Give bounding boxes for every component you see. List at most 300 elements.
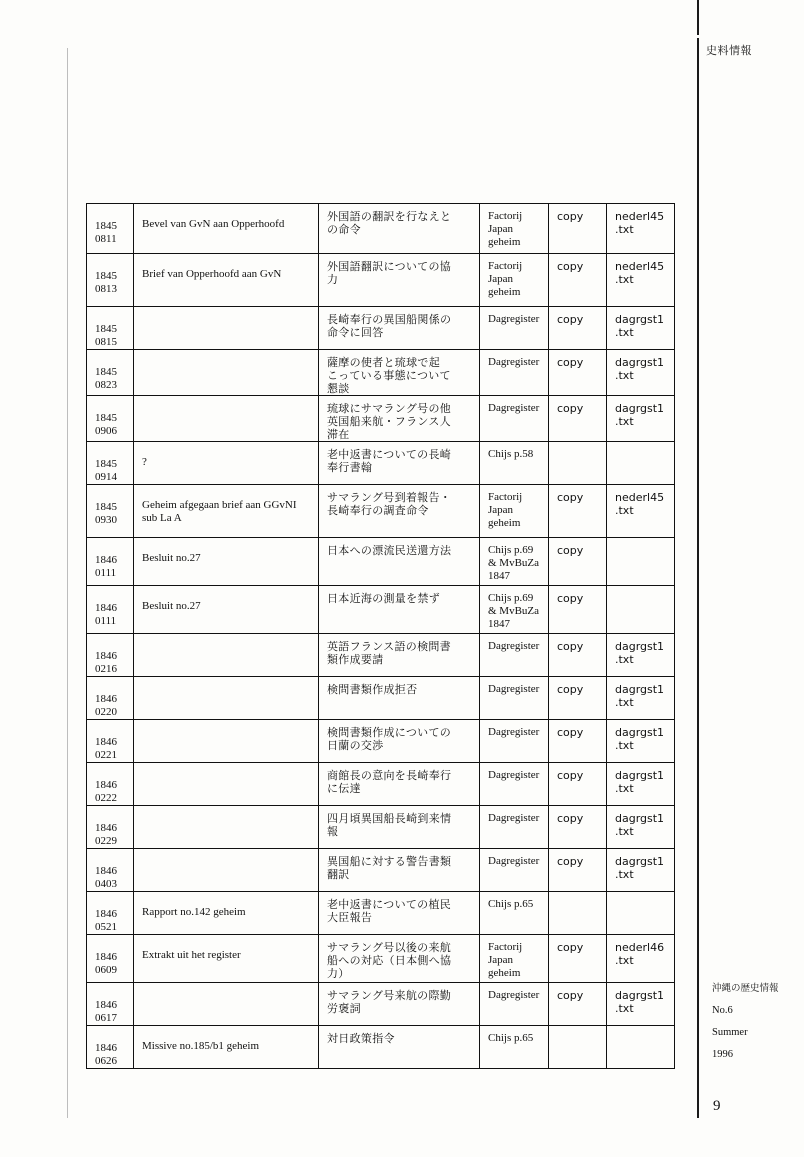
date-year: 1846 bbox=[95, 779, 117, 791]
source-cell bbox=[480, 538, 549, 586]
table-row bbox=[87, 538, 675, 586]
file-name-cell-line: dagrgst1 bbox=[615, 989, 665, 1002]
file-name-cell bbox=[607, 254, 675, 307]
date-cell bbox=[87, 586, 134, 634]
source-cell-line: Dagregister bbox=[488, 855, 540, 867]
copy-type-cell bbox=[549, 442, 607, 485]
source-cell bbox=[480, 763, 549, 806]
page-number: 9 bbox=[713, 1098, 721, 1114]
journal-issue: No.6 bbox=[712, 1005, 733, 1016]
file-name-cell bbox=[607, 892, 675, 935]
source-cell-line: Dagregister bbox=[488, 683, 540, 695]
summary-cell bbox=[319, 720, 480, 763]
date-cell bbox=[87, 396, 134, 442]
summary-cell-line: こっている事態について bbox=[327, 369, 451, 382]
summary-cell-line: 日本近海の測量を禁ず bbox=[327, 592, 440, 605]
source-cell bbox=[480, 586, 549, 634]
file-name-cell-line: .txt bbox=[615, 868, 634, 881]
summary-cell-line: 滞在 bbox=[327, 428, 350, 441]
copy-type-label: copy bbox=[557, 356, 584, 369]
file-name-cell bbox=[607, 307, 675, 350]
right-margin-rule-top bbox=[697, 0, 699, 35]
summary-cell-line: に伝達 bbox=[327, 782, 361, 795]
file-name-cell-line: .txt bbox=[615, 782, 634, 795]
date-cell bbox=[87, 763, 134, 806]
file-name-cell bbox=[607, 849, 675, 892]
file-name-cell-line: dagrgst1 bbox=[615, 855, 665, 868]
table-row bbox=[87, 634, 675, 677]
source-cell-line: Chijs p.65 bbox=[488, 898, 534, 910]
table-row bbox=[87, 396, 675, 442]
file-name-cell-line: nederl45 bbox=[615, 260, 665, 273]
document-title-cell bbox=[134, 677, 319, 720]
copy-type-cell bbox=[549, 538, 607, 586]
right-margin-rule bbox=[697, 38, 699, 1118]
journal-season: Summer bbox=[712, 1027, 748, 1038]
records-table bbox=[86, 203, 675, 1069]
date-cell bbox=[87, 538, 134, 586]
date-month-day: 0220 bbox=[95, 706, 117, 718]
document-title-cell-line: Missive no.185/b1 geheim bbox=[142, 1040, 260, 1052]
file-name-cell-line: .txt bbox=[615, 825, 634, 838]
source-cell-line: Chijs p.69 bbox=[488, 544, 534, 556]
copy-type-cell bbox=[549, 634, 607, 677]
summary-cell-line: 異国船に対する警告書類 bbox=[327, 855, 452, 868]
date-year: 1846 bbox=[95, 822, 117, 834]
file-name-cell bbox=[607, 1026, 675, 1069]
date-year: 1846 bbox=[95, 736, 117, 748]
summary-cell-line: 類作成要請 bbox=[327, 653, 384, 666]
summary-cell bbox=[319, 763, 480, 806]
table-row bbox=[87, 720, 675, 763]
date-year: 1846 bbox=[95, 951, 117, 963]
file-name-cell-line: .txt bbox=[615, 273, 634, 286]
summary-cell bbox=[319, 396, 480, 442]
summary-cell-line: サマラング号到着報告・ bbox=[327, 491, 452, 504]
source-cell bbox=[480, 204, 549, 254]
document-title-cell bbox=[134, 892, 319, 935]
summary-cell bbox=[319, 307, 480, 350]
file-name-cell-line: dagrgst1 bbox=[615, 683, 665, 696]
source-cell bbox=[480, 720, 549, 763]
summary-cell-line: 力） bbox=[327, 967, 350, 980]
date-cell bbox=[87, 307, 134, 350]
journal-title: 沖縄の歴史情報 bbox=[712, 983, 779, 994]
file-name-cell bbox=[607, 634, 675, 677]
table-row bbox=[87, 1026, 675, 1069]
date-month-day: 0626 bbox=[95, 1055, 117, 1067]
date-cell bbox=[87, 1026, 134, 1069]
source-cell-line: Factorij bbox=[488, 491, 523, 503]
file-name-cell bbox=[607, 677, 675, 720]
source-cell bbox=[480, 307, 549, 350]
journal-info bbox=[712, 978, 779, 1066]
source-cell-line: 1847 bbox=[488, 618, 510, 630]
copy-type-label: copy bbox=[557, 402, 584, 415]
document-title-cell bbox=[134, 983, 319, 1026]
source-cell bbox=[480, 983, 549, 1026]
file-name-cell bbox=[607, 538, 675, 586]
date-month-day: 0403 bbox=[95, 878, 117, 890]
date-cell bbox=[87, 350, 134, 396]
summary-cell-line: サマラング号以後の来航 bbox=[327, 941, 452, 954]
document-title-cell bbox=[134, 307, 319, 350]
table-row bbox=[87, 485, 675, 538]
file-name-cell bbox=[607, 935, 675, 983]
date-year: 1845 bbox=[95, 220, 117, 232]
document-title-cell bbox=[134, 442, 319, 485]
source-cell bbox=[480, 892, 549, 935]
document-title-cell bbox=[134, 350, 319, 396]
copy-type-label: copy bbox=[557, 726, 584, 739]
document-title-cell bbox=[134, 720, 319, 763]
copy-type-cell bbox=[549, 763, 607, 806]
source-cell-line: Dagregister bbox=[488, 989, 540, 1001]
summary-cell bbox=[319, 485, 480, 538]
document-title-cell-line: Rapport no.142 geheim bbox=[142, 906, 246, 918]
summary-cell-line: 命令に回答 bbox=[327, 326, 384, 339]
copy-type-cell bbox=[549, 720, 607, 763]
copy-type-label: copy bbox=[557, 812, 584, 825]
file-name-cell bbox=[607, 806, 675, 849]
date-year: 1846 bbox=[95, 999, 117, 1011]
summary-cell bbox=[319, 586, 480, 634]
document-title-cell-line: ? bbox=[142, 456, 147, 468]
date-month-day: 0609 bbox=[95, 964, 117, 976]
document-title-cell-line: Besluit no.27 bbox=[142, 600, 201, 612]
document-title-cell-line: sub La A bbox=[142, 512, 182, 524]
date-year: 1846 bbox=[95, 650, 117, 662]
summary-cell bbox=[319, 849, 480, 892]
date-year: 1846 bbox=[95, 554, 117, 566]
source-cell-line: Dagregister bbox=[488, 402, 540, 414]
summary-cell-line: 日蘭の交渉 bbox=[327, 739, 384, 752]
file-name-cell-line: .txt bbox=[615, 653, 634, 666]
table-row bbox=[87, 307, 675, 350]
copy-type-label: copy bbox=[557, 941, 584, 954]
file-name-cell-line: .txt bbox=[615, 1002, 634, 1015]
summary-cell-line: 船への対応（日本側へ協 bbox=[327, 954, 452, 967]
date-month-day: 0216 bbox=[95, 663, 117, 675]
file-name-cell bbox=[607, 485, 675, 538]
source-cell bbox=[480, 634, 549, 677]
document-title-cell bbox=[134, 586, 319, 634]
date-month-day: 0617 bbox=[95, 1012, 117, 1024]
summary-cell bbox=[319, 806, 480, 849]
summary-cell-line: 長崎奉行の異国船関係の bbox=[327, 313, 452, 326]
file-name-cell bbox=[607, 983, 675, 1026]
document-title-cell bbox=[134, 396, 319, 442]
file-name-cell bbox=[607, 442, 675, 485]
table-row bbox=[87, 935, 675, 983]
source-cell-line: Japan bbox=[488, 273, 514, 285]
summary-cell-line: の命令 bbox=[327, 223, 361, 236]
summary-cell bbox=[319, 983, 480, 1026]
copy-type-cell bbox=[549, 396, 607, 442]
file-name-cell bbox=[607, 586, 675, 634]
source-cell bbox=[480, 935, 549, 983]
table-row bbox=[87, 763, 675, 806]
source-cell-line: Factorij bbox=[488, 260, 523, 272]
copy-type-cell bbox=[549, 935, 607, 983]
copy-type-cell bbox=[549, 586, 607, 634]
summary-cell-line: 商館長の意向を長崎奉行 bbox=[327, 769, 452, 782]
source-cell-line: geheim bbox=[488, 236, 521, 248]
summary-cell-line: 外国語翻訳についての協 bbox=[327, 260, 452, 273]
summary-cell-line: 翻訳 bbox=[327, 868, 350, 881]
date-month-day: 0229 bbox=[95, 835, 117, 847]
table-row bbox=[87, 254, 675, 307]
date-year: 1846 bbox=[95, 865, 117, 877]
summary-cell-line: サマラング号来航の際勤 bbox=[327, 989, 452, 1002]
copy-type-label: copy bbox=[557, 491, 584, 504]
date-year: 1845 bbox=[95, 501, 117, 513]
file-name-cell bbox=[607, 350, 675, 396]
date-year: 1846 bbox=[95, 602, 117, 614]
date-cell bbox=[87, 892, 134, 935]
summary-cell bbox=[319, 935, 480, 983]
document-title-cell-line: Geheim afgegaan brief aan GGvNI bbox=[142, 499, 297, 511]
date-year: 1845 bbox=[95, 366, 117, 378]
file-name-cell-line: dagrgst1 bbox=[615, 356, 665, 369]
file-name-cell-line: .txt bbox=[615, 369, 634, 382]
file-name-cell bbox=[607, 396, 675, 442]
source-cell bbox=[480, 442, 549, 485]
date-month-day: 0222 bbox=[95, 792, 117, 804]
file-name-cell-line: .txt bbox=[615, 415, 634, 428]
date-month-day: 0815 bbox=[95, 336, 117, 348]
copy-type-cell bbox=[549, 1026, 607, 1069]
date-cell bbox=[87, 849, 134, 892]
file-name-cell-line: dagrgst1 bbox=[615, 640, 665, 653]
summary-cell bbox=[319, 634, 480, 677]
table-row bbox=[87, 892, 675, 935]
date-month-day: 0111 bbox=[95, 615, 117, 627]
summary-cell-line: 大臣報告 bbox=[327, 911, 373, 924]
source-cell-line: Chijs p.69 bbox=[488, 592, 534, 604]
document-title-cell bbox=[134, 935, 319, 983]
file-name-cell-line: .txt bbox=[615, 954, 634, 967]
document-title-cell bbox=[134, 538, 319, 586]
date-cell bbox=[87, 677, 134, 720]
file-name-cell-line: .txt bbox=[615, 739, 634, 752]
file-name-cell bbox=[607, 720, 675, 763]
date-cell bbox=[87, 634, 134, 677]
summary-cell-line: 老中返書についての植民 bbox=[327, 898, 452, 911]
file-name-cell-line: dagrgst1 bbox=[615, 812, 665, 825]
date-year: 1845 bbox=[95, 270, 117, 282]
table-row bbox=[87, 204, 675, 254]
summary-cell bbox=[319, 350, 480, 396]
document-title-cell bbox=[134, 806, 319, 849]
date-month-day: 0221 bbox=[95, 749, 117, 761]
summary-cell bbox=[319, 442, 480, 485]
file-name-cell-line: dagrgst1 bbox=[615, 726, 665, 739]
date-cell bbox=[87, 983, 134, 1026]
summary-cell-line: 懇談 bbox=[327, 382, 350, 395]
date-month-day: 0111 bbox=[95, 567, 117, 579]
summary-cell-line: 力 bbox=[327, 273, 339, 286]
date-cell bbox=[87, 806, 134, 849]
document-title-cell bbox=[134, 254, 319, 307]
summary-cell bbox=[319, 204, 480, 254]
copy-type-label: copy bbox=[557, 544, 584, 557]
source-cell bbox=[480, 350, 549, 396]
source-cell-line: Japan bbox=[488, 504, 514, 516]
copy-type-cell bbox=[549, 204, 607, 254]
source-cell bbox=[480, 254, 549, 307]
date-month-day: 0811 bbox=[95, 233, 117, 245]
date-cell bbox=[87, 720, 134, 763]
document-title-cell bbox=[134, 204, 319, 254]
copy-type-cell bbox=[549, 254, 607, 307]
source-cell-line: Japan bbox=[488, 223, 514, 235]
file-name-cell-line: nederl45 bbox=[615, 491, 665, 504]
source-cell-line: Dagregister bbox=[488, 769, 540, 781]
file-name-cell bbox=[607, 763, 675, 806]
document-title-cell bbox=[134, 1026, 319, 1069]
document-title-cell bbox=[134, 634, 319, 677]
table-row bbox=[87, 586, 675, 634]
file-name-cell-line: .txt bbox=[615, 696, 634, 709]
table-row bbox=[87, 983, 675, 1026]
source-cell bbox=[480, 677, 549, 720]
source-cell bbox=[480, 806, 549, 849]
date-year: 1845 bbox=[95, 458, 117, 470]
document-title-cell-line: Extrakt uit het register bbox=[142, 949, 241, 961]
document-title-cell bbox=[134, 485, 319, 538]
summary-cell-line: 英国船来航・フランス人 bbox=[327, 415, 451, 428]
section-label: 史料情報 bbox=[706, 44, 752, 57]
copy-type-cell bbox=[549, 892, 607, 935]
date-month-day: 0521 bbox=[95, 921, 117, 933]
copy-type-cell bbox=[549, 677, 607, 720]
source-cell-line: geheim bbox=[488, 286, 521, 298]
source-cell-line: Factorij bbox=[488, 210, 523, 222]
summary-cell-line: 労褒詞 bbox=[327, 1002, 361, 1015]
records-table-body bbox=[87, 204, 675, 1069]
date-cell bbox=[87, 485, 134, 538]
source-cell-line: Chijs p.65 bbox=[488, 1032, 534, 1044]
source-cell-line: Dagregister bbox=[488, 726, 540, 738]
table-row bbox=[87, 677, 675, 720]
table-row bbox=[87, 806, 675, 849]
file-name-cell bbox=[607, 204, 675, 254]
table-row bbox=[87, 442, 675, 485]
summary-cell-line: 薩摩の使者と琉球で起 bbox=[327, 356, 440, 369]
summary-cell bbox=[319, 892, 480, 935]
date-year: 1845 bbox=[95, 412, 117, 424]
document-title-cell-line: Bevel van GvN aan Opperhoofd bbox=[142, 218, 285, 230]
date-month-day: 0823 bbox=[95, 379, 117, 391]
copy-type-label: copy bbox=[557, 640, 584, 653]
date-cell bbox=[87, 935, 134, 983]
copy-type-label: copy bbox=[557, 260, 584, 273]
source-cell-line: geheim bbox=[488, 967, 521, 979]
summary-cell-line: 対日政策指令 bbox=[327, 1032, 395, 1045]
document-title-cell bbox=[134, 763, 319, 806]
copy-type-cell bbox=[549, 485, 607, 538]
summary-cell bbox=[319, 677, 480, 720]
source-cell-line: Dagregister bbox=[488, 812, 540, 824]
summary-cell-line: 琉球にサマラング号の他 bbox=[327, 402, 452, 415]
source-cell bbox=[480, 485, 549, 538]
source-cell-line: Japan bbox=[488, 954, 514, 966]
summary-cell bbox=[319, 1026, 480, 1069]
copy-type-label: copy bbox=[557, 210, 584, 223]
copy-type-cell bbox=[549, 806, 607, 849]
summary-cell-line: 奉行書翰 bbox=[327, 461, 373, 474]
summary-cell-line: 検問書類作成拒否 bbox=[327, 683, 418, 696]
summary-cell bbox=[319, 538, 480, 586]
summary-cell-line: 四月頃異国船長崎到来情 bbox=[327, 812, 452, 825]
summary-cell-line: 長崎奉行の調査命令 bbox=[327, 504, 429, 517]
summary-cell-line: 日本への漂流民送還方法 bbox=[327, 544, 452, 557]
source-cell-line: & MvBuZa bbox=[488, 557, 540, 569]
file-name-cell-line: nederl46 bbox=[615, 941, 665, 954]
source-cell bbox=[480, 396, 549, 442]
source-cell bbox=[480, 1026, 549, 1069]
file-name-cell-line: .txt bbox=[615, 223, 634, 236]
date-month-day: 0813 bbox=[95, 283, 117, 295]
source-cell-line: Dagregister bbox=[488, 640, 540, 652]
copy-type-label: copy bbox=[557, 989, 584, 1002]
file-name-cell-line: dagrgst1 bbox=[615, 769, 665, 782]
table-row bbox=[87, 350, 675, 396]
copy-type-label: copy bbox=[557, 769, 584, 782]
document-title-cell bbox=[134, 849, 319, 892]
summary-cell bbox=[319, 254, 480, 307]
copy-type-label: copy bbox=[557, 855, 584, 868]
source-cell bbox=[480, 849, 549, 892]
summary-cell-line: 検問書類作成についての bbox=[327, 726, 452, 739]
file-name-cell-line: .txt bbox=[615, 504, 634, 517]
date-month-day: 0930 bbox=[95, 514, 117, 526]
copy-type-label: copy bbox=[557, 313, 584, 326]
source-cell-line: Dagregister bbox=[488, 313, 540, 325]
source-cell-line: 1847 bbox=[488, 570, 510, 582]
table-row bbox=[87, 849, 675, 892]
summary-cell-line: 報 bbox=[327, 825, 339, 838]
file-name-cell-line: dagrgst1 bbox=[615, 402, 665, 415]
date-year: 1846 bbox=[95, 693, 117, 705]
copy-type-label: copy bbox=[557, 592, 584, 605]
file-name-cell-line: .txt bbox=[615, 326, 634, 339]
document-title-cell-line: Brief van Opperhoofd aan GvN bbox=[142, 268, 282, 280]
date-year: 1846 bbox=[95, 1042, 117, 1054]
copy-type-cell bbox=[549, 849, 607, 892]
source-cell-line: Dagregister bbox=[488, 356, 540, 368]
summary-cell-line: 老中返書についての長崎 bbox=[327, 448, 452, 461]
copy-type-cell bbox=[549, 983, 607, 1026]
copy-type-cell bbox=[549, 350, 607, 396]
file-name-cell-line: nederl45 bbox=[615, 210, 665, 223]
date-cell bbox=[87, 442, 134, 485]
summary-cell-line: 外国語の翻訳を行なえと bbox=[327, 210, 452, 223]
date-year: 1846 bbox=[95, 908, 117, 920]
date-month-day: 0914 bbox=[95, 471, 117, 483]
date-cell bbox=[87, 254, 134, 307]
source-cell-line: Chijs p.58 bbox=[488, 448, 534, 460]
document-title-cell-line: Besluit no.27 bbox=[142, 552, 201, 564]
left-margin-rule bbox=[67, 48, 68, 1118]
copy-type-label: copy bbox=[557, 683, 584, 696]
file-name-cell-line: dagrgst1 bbox=[615, 313, 665, 326]
copy-type-cell bbox=[549, 307, 607, 350]
journal-year: 1996 bbox=[712, 1049, 733, 1060]
summary-cell-line: 英語フランス語の検問書 bbox=[327, 640, 451, 653]
date-month-day: 0906 bbox=[95, 425, 117, 437]
